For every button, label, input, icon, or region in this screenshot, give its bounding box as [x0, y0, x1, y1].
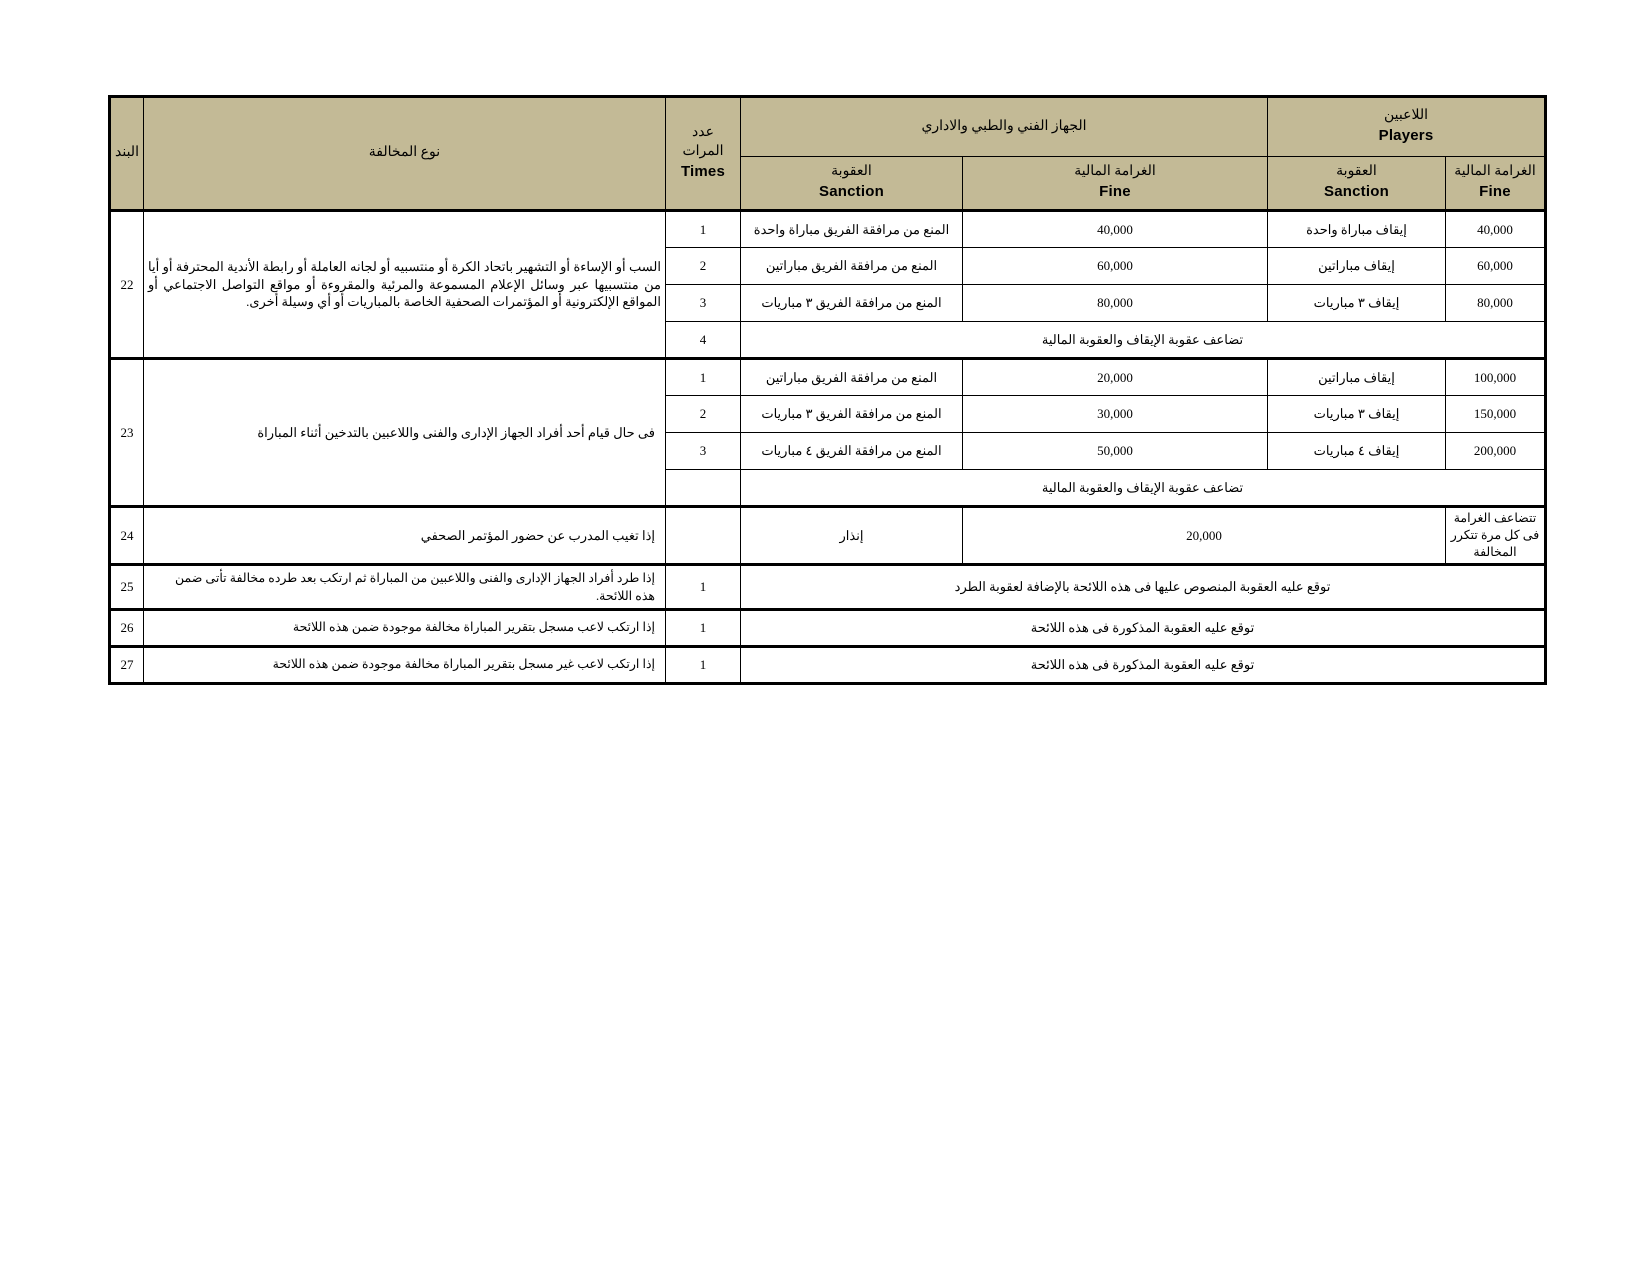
cell-times: [665, 470, 740, 507]
cell-staff-fine: 50,000: [963, 433, 1268, 470]
cell-staff-sanction: المنع من مرافقة الفريق ٣ مباريات: [740, 285, 962, 322]
cell-violation: إذا طرد أفراد الجهاز الإدارى والفنى واللاعبين من المباراة ثم ارتكب بعد طرده مخالفة تأتى ضمن هذه اللائحة.: [143, 564, 665, 609]
header-item-no: [109, 97, 143, 211]
cell-times: 2: [665, 248, 740, 285]
table-row: [109, 211, 1545, 248]
header-staff-fine-en: Fine: [1099, 183, 1131, 201]
cell-players-fine: 200,000: [1446, 433, 1546, 470]
cell-players-sanction: إيقاف مباراتين: [1268, 359, 1446, 396]
cell-item-no: 26: [109, 609, 143, 646]
header-item-no-ar: البند: [115, 145, 139, 161]
cell-merged-sanction: توقع عليه العقوبة المذكورة فى هذه اللائحة: [740, 646, 1545, 683]
cell-item-no: 27: [109, 646, 143, 683]
cell-times: 2: [665, 396, 740, 433]
cell-staff-fine: 60,000: [963, 248, 1268, 285]
header-group-players-ar: اللاعبين: [1384, 108, 1428, 124]
cell-violation: إذا ارتكب لاعب مسجل بتقرير المباراة مخالفة موجودة ضمن هذه اللائحة: [143, 609, 665, 646]
cell-times: 1: [665, 646, 740, 683]
header-players-fine: [1446, 157, 1546, 211]
cell-staff-fine: 40,000: [963, 211, 1268, 248]
cell-players-fine: 40,000: [1446, 211, 1546, 248]
table-row: [109, 609, 1545, 646]
cell-escalation-text: تضاعف عقوبة الإيقاف والعقوبة المالية: [740, 470, 1545, 507]
header-violation: [143, 97, 665, 211]
header-violation-ar: نوع المخالفة: [368, 145, 441, 161]
header-staff-fine-ar: الغرامة المالية: [1074, 164, 1156, 180]
header-group-players: [1268, 97, 1546, 157]
cell-times: 1: [665, 609, 740, 646]
header-group-staff: [740, 97, 1267, 157]
sanctions-table: [108, 95, 1547, 685]
header-times: [665, 97, 740, 211]
header-times-ar: عدد المرات: [682, 125, 724, 160]
cell-merged-sanction: توقع عليه العقوبة المذكورة فى هذه اللائحة: [740, 609, 1545, 646]
cell-staff-sanction: المنع من مرافقة الفريق مباراتين: [740, 248, 962, 285]
cell-staff-fine: 20,000: [963, 359, 1268, 396]
cell-staff-fine: 20,000: [963, 507, 1446, 565]
cell-escalation-text: تضاعف عقوبة الإيقاف والعقوبة المالية: [740, 322, 1545, 359]
cell-item-no: 23: [109, 359, 143, 507]
cell-staff-fine: 80,000: [963, 285, 1268, 322]
cell-item-no: 22: [109, 211, 143, 359]
cell-times: 1: [665, 211, 740, 248]
cell-item-no: 24: [109, 507, 143, 565]
table-row: [109, 507, 1545, 565]
header-players-sanction: [1268, 157, 1446, 211]
cell-violation: إذا ارتكب لاعب غير مسجل بتقرير المباراة مخالفة موجودة ضمن هذه اللائحة: [143, 646, 665, 683]
cell-times: 3: [665, 433, 740, 470]
cell-staff-sanction: المنع من مرافقة الفريق ٣ مباريات: [740, 396, 962, 433]
cell-times: 1: [665, 359, 740, 396]
cell-violation: السب أو الإساءة أو التشهير باتحاد الكرة أو منتسبيه أو لجانه العاملة أو رابطة الأندية المحترفة أو أيا من منتسبيها عبر وسائل الإعلام المسموعة والمرئية والمقروءة أو مواقع التواصل الاجتماعي أو المواقع الإلكترونية أو المؤتمرات الصحفية الخاصة بالمباريات أو أي وسيلة أخرى.: [143, 211, 665, 359]
header-staff-sanction-en: Sanction: [819, 183, 884, 201]
table-row: [109, 359, 1545, 396]
cell-item-no: 25: [109, 564, 143, 609]
cell-players-fine: 80,000: [1446, 285, 1546, 322]
header-staff-fine: [963, 157, 1268, 211]
header-times-en: Times: [680, 163, 726, 181]
cell-players-fine: 60,000: [1446, 248, 1546, 285]
cell-staff-fine: 30,000: [963, 396, 1268, 433]
cell-violation: إذا تغيب المدرب عن حضور المؤتمر الصحفي: [143, 507, 665, 565]
cell-times: 3: [665, 285, 740, 322]
cell-players-sanction: إيقاف مباراتين: [1268, 248, 1446, 285]
sanctions-table-container: [111, 95, 1547, 685]
table-body: [109, 211, 1545, 684]
header-group-row: [109, 97, 1545, 157]
cell-staff-sanction: إنذار: [740, 507, 962, 565]
cell-violation: فى حال قيام أحد أفراد الجهاز الإدارى والفنى واللاعبين بالتدخين أثناء المباراة: [143, 359, 665, 507]
cell-times: 4: [665, 322, 740, 359]
cell-players-sanction: إيقاف ٤ مباريات: [1268, 433, 1446, 470]
header-players-fine-ar: الغرامة المالية: [1454, 164, 1536, 180]
cell-players-sanction: إيقاف مباراة واحدة: [1268, 211, 1446, 248]
cell-times: [665, 507, 740, 565]
table-row: [109, 564, 1545, 609]
table-row: [109, 646, 1545, 683]
cell-staff-sanction: المنع من مرافقة الفريق مباراة واحدة: [740, 211, 962, 248]
cell-times: 1: [665, 564, 740, 609]
cell-merged-sanction: توقع عليه العقوبة المنصوص عليها فى هذه اللائحة بالإضافة لعقوبة الطرد: [740, 564, 1545, 609]
cell-players-sanction: إيقاف ٣ مباريات: [1268, 285, 1446, 322]
cell-players-sanction-note: تتضاعف الغرامة فى كل مرة تتكرر المخالفة: [1446, 507, 1546, 565]
cell-staff-sanction: المنع من مرافقة الفريق ٤ مباريات: [740, 433, 962, 470]
header-players-sanction-ar: العقوبة: [1336, 164, 1377, 180]
header-players-fine-en: Fine: [1479, 183, 1511, 201]
header-group-players-en: Players: [1378, 127, 1434, 145]
header-players-sanction-en: Sanction: [1324, 183, 1389, 201]
cell-players-sanction: إيقاف ٣ مباريات: [1268, 396, 1446, 433]
header-staff-sanction: [740, 157, 962, 211]
table-head: [109, 97, 1545, 211]
header-staff-sanction-ar: العقوبة: [831, 164, 872, 180]
cell-staff-sanction: المنع من مرافقة الفريق مباراتين: [740, 359, 962, 396]
cell-players-fine: 150,000: [1446, 396, 1546, 433]
header-group-staff-ar: الجهاز الفني والطبي والاداري: [921, 118, 1087, 134]
cell-players-fine: 100,000: [1446, 359, 1546, 396]
